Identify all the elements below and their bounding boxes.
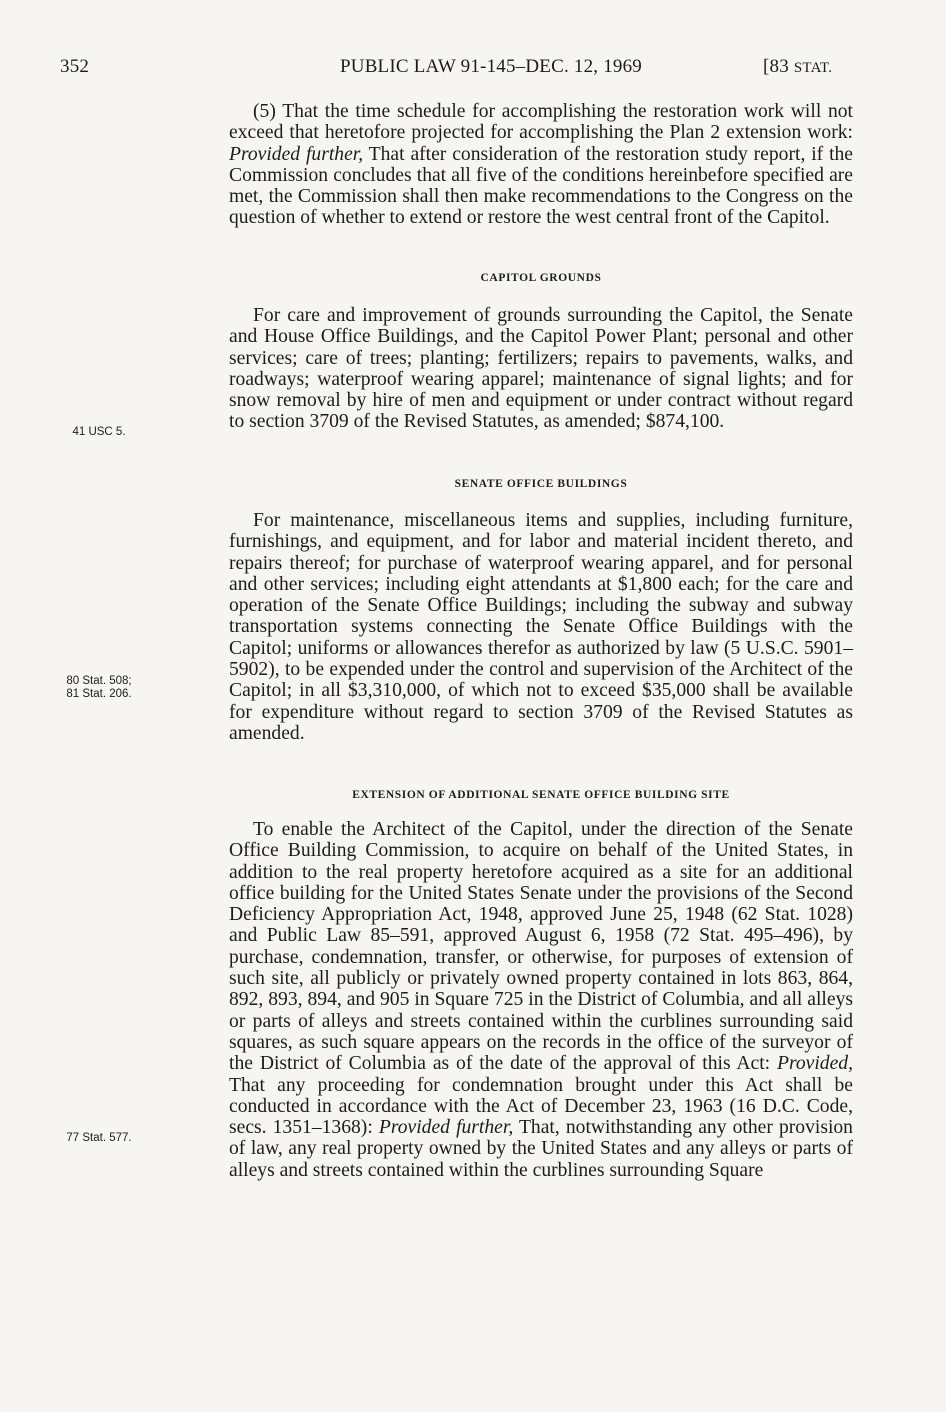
capitol-grounds-paragraph bbox=[229, 305, 853, 433]
margin-note-77-stat: 77 Stat. 577. bbox=[66, 1132, 132, 1144]
margin-note-80-stat-line-1: 80 Stat. 508; bbox=[66, 675, 132, 687]
continuation-emphasis: Provided further, bbox=[229, 143, 364, 165]
margin-note-41-usc: 41 USC 5. bbox=[72, 426, 126, 438]
extension-emphasis-1: Provided, bbox=[777, 1053, 853, 1075]
capitol-grounds-heading: CAPITOL GROUNDS bbox=[480, 272, 602, 284]
extension-heading: EXTENSION OF ADDITIONAL SENATE OFFICE BUILDING SITE bbox=[352, 789, 730, 801]
senate-office-paragraph bbox=[229, 510, 853, 744]
extension-emphasis-2: Provided further, bbox=[378, 1117, 514, 1139]
extension-text-1: To enable the Architect of the Capitol, under the direction of the Senate Office Building Commission, to acquire on behalf of the United States, in addition to the real property heretofore acquired as a site for an additional office building for the United States Senate under the provisions of the Second Deficiency Appropriation Act, 1948, approved June 25, 1948 (62 Stat. 1028) and Public Law 85–591, approved August 6, 1958 (72 Stat. 495–496), by purchase, condemnation, transfer, or otherwise, for purposes of extension of such site, all publicly or privately owned property contained in lots 863, 864, 892, 893, 894, and 905 in Square 725 in the District of Columbia, and all alleys or parts of alleys and streets contained within the curblines surrounding said squares, as such square appears on the records in the office of the surveyor of the District of Columbia as of the date of the approval of this Act: bbox=[229, 819, 853, 1075]
extension-text-2: That any proceeding for condemnation brought under this Act shall be conducted in accordance with the Act of December 23, 1963 (16 D.C. Code, secs. 1351–1368): bbox=[229, 1074, 853, 1139]
extension-paragraph bbox=[229, 819, 853, 1181]
continuation-text: (5) That the time schedule for accomplishing the restoration work will not exceed that heretofore projected for accomplishing the Plan 2 extension work: bbox=[229, 101, 853, 144]
running-title: PUBLIC LAW 91-145–DEC. 12, 1969 bbox=[340, 56, 642, 77]
extension-text-3: That, notwithstanding any other provision of law, any real property owned by the United States and any alleys or parts of alleys and streets contained within the curblines surrounding Square bbox=[229, 1117, 853, 1181]
margin-note-80-stat bbox=[44, 675, 154, 701]
continuation-paragraph bbox=[229, 101, 853, 229]
page-number: 352 bbox=[60, 56, 90, 77]
margin-note-80-stat-line-2: 81 Stat. 206. bbox=[66, 688, 132, 700]
senate-office-text: For maintenance, miscellaneous items and supplies, including furniture, furnishings, and equipment, and for labor and material incident thereto, and repairs thereof; for purchase of waterproof wearing apparel, and for personal and other services; including eight attendants at $1,800 each; for the care and operation of the Senate Office Buildings; including the subway and subway transportation systems connecting the Senate Office Buildings with the Capitol; uniforms or allowances therefor as authorized by law (5 U.S.C. 5901–5902), to be expended under the control and supervision of the Architect of the Capitol; in all $3,310,000, of which not to exceed $35,000 shall be available for expenditure without regard to section 3709 of the Revised Statutes as amended. bbox=[229, 510, 853, 744]
capitol-grounds-text: For care and improvement of grounds surrounding the Capitol, the Senate and House Office Buildings, and the Capitol Power Plant; personal and other services; care of trees; planting; fertilizers; repairs to pavements, walks, and roadways; waterproof wearing apparel; maintenance of signal lights; and for snow removal by hire of men and equipment or under contract without regard to section 3709 of the Revised Statutes, as amended; $874,100. bbox=[229, 305, 853, 433]
statute-volume bbox=[763, 56, 832, 78]
statute-volume-label: STAT. bbox=[793, 60, 833, 76]
senate-office-heading: SENATE OFFICE BUILDINGS bbox=[454, 478, 628, 490]
statute-volume-prefix: [83 bbox=[763, 56, 794, 77]
continuation-rest: That after consideration of the restoration study report, if the Commission concludes that all five of the conditions hereinbefore specified are met, the Commission shall then make recommendations to the Congress on the question of whether to extend or restore the west central front of the Capitol. bbox=[229, 143, 854, 229]
